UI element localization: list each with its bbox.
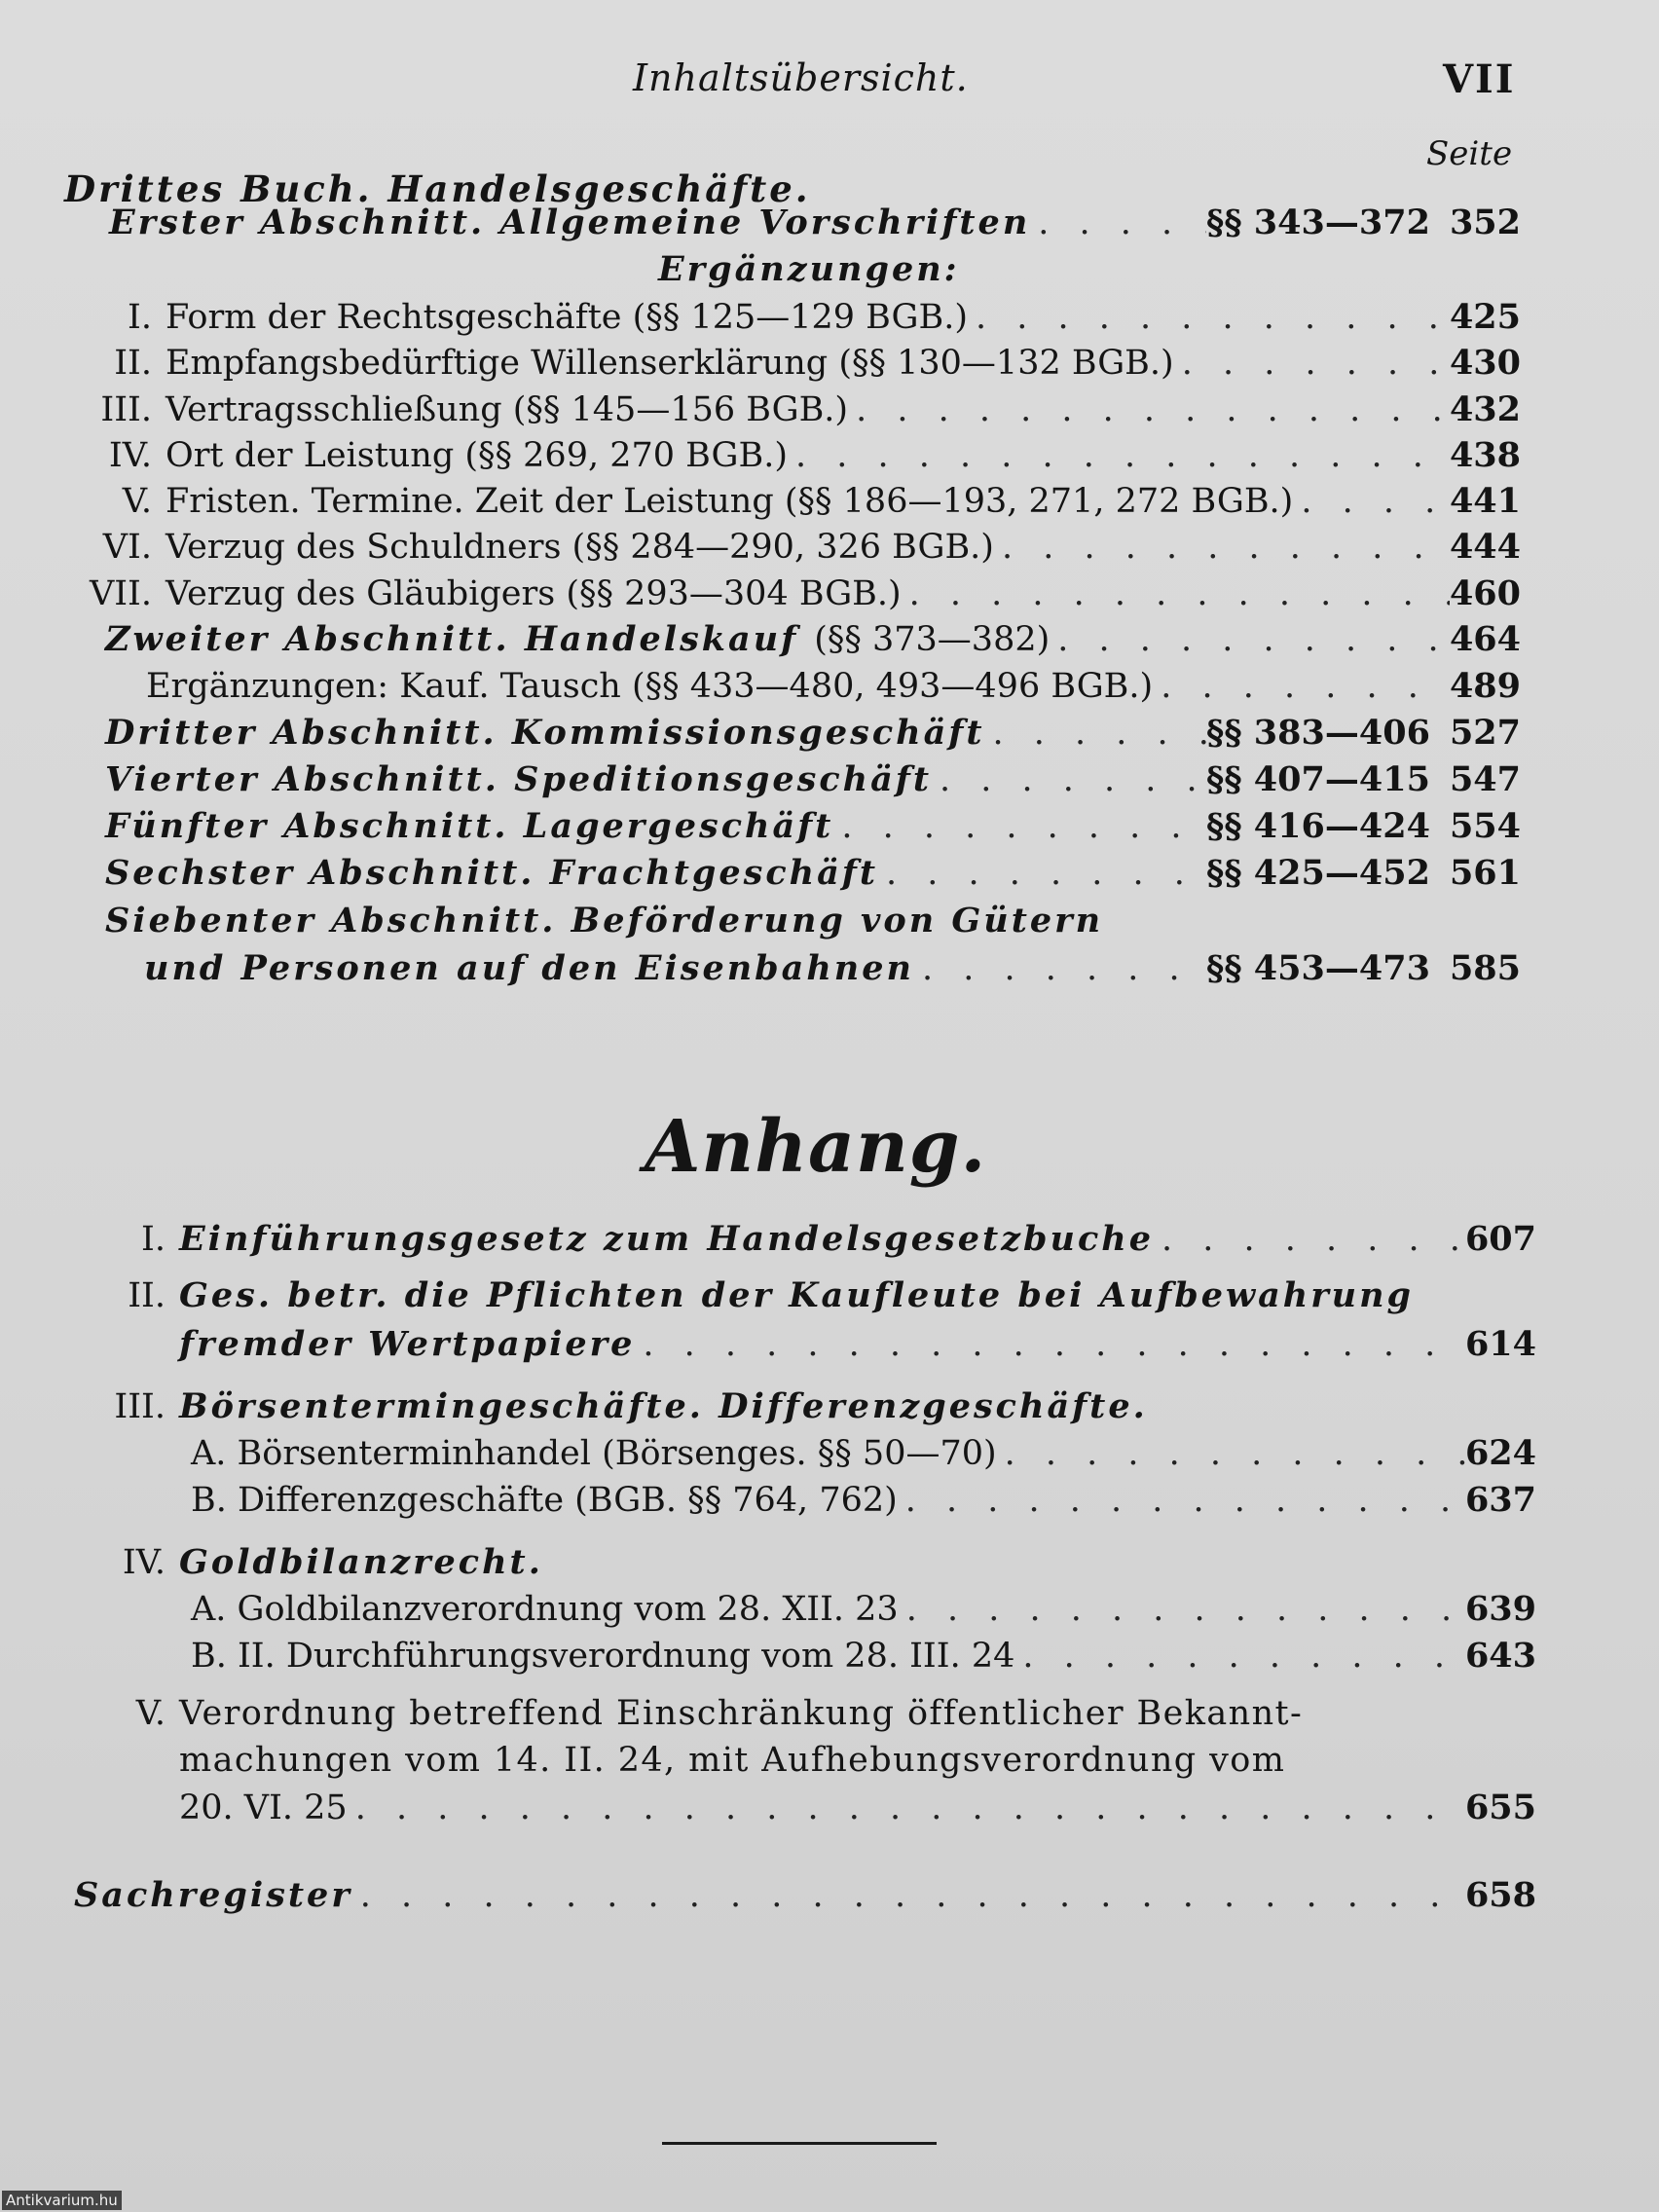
dot-leader [968,298,1450,337]
toc-text: Verordnung betreffend Einschränkung öffentlicher Bekannt- [179,1694,1304,1733]
toc-entry-s6 [105,853,1521,900]
roman-num: III. [114,1387,166,1426]
roman-num: II. [114,344,152,383]
roman-num: I. [141,1220,166,1259]
toc-text: Fristen. Termine. Zeit der Leistung (§§ 186—193, 271, 272 BGB.) [166,482,1294,521]
toc-page: 527 [1449,713,1521,753]
dot-leader [1050,620,1450,659]
dot-leader [1030,203,1206,242]
dot-leader [352,1876,1465,1915]
toc-text: B. II. Durchführungsverordnung vom 28. III. 24 [191,1637,1015,1676]
toc-label: Siebenter Abschnitt. Beförderung von Gütern [105,901,1104,940]
toc-entry-s4 [105,759,1521,806]
toc-page: 489 [1449,666,1521,706]
toc-page: 637 [1464,1480,1536,1520]
toc-text: Einführungsgesetz zum Handelsgesetzbuche [179,1219,1154,1259]
toc-page: 643 [1464,1636,1536,1676]
toc-entry-register [74,1875,1536,1922]
toc-entry-anhang-1 [58,1219,1536,1266]
toc-text: A. Goldbilanzverordnung vom 28. XII. 23 [191,1590,899,1629]
toc-entry-erg-1 [58,297,1521,344]
roman-num: III. [100,390,152,429]
dot-leader [899,1590,1465,1629]
roman-num: II. [128,1276,166,1315]
toc-label: Erster Abschnitt. Allgemeine Vorschriften [109,203,1031,242]
toc-paras: §§ 453—473 [1206,948,1430,988]
anhang-heading: Anhang. [645,1105,987,1189]
toc-entry-anhang-5-line1 [58,1694,1536,1741]
seite-label: Seite [1426,134,1513,173]
dot-leader [997,1434,1465,1473]
toc-page: 624 [1464,1433,1536,1473]
toc-page: 639 [1464,1589,1536,1629]
toc-entry-erg-7 [58,573,1521,620]
toc-label-cont: und Personen auf den Eisenbahnen [144,948,914,988]
toc-text: Börsentermingeschäfte. Differenzgeschäfte. [179,1386,1148,1426]
toc-text: Ges. betr. die Pflichten der Kaufleute bei Aufbewahrung [179,1275,1415,1315]
toc-text-cont: machungen vom 14. II. 24, mit Aufhebungsverordnung vom [179,1741,1286,1780]
toc-entry-s7-line1 [105,901,1521,947]
toc-paras: (§§ 373—382) [814,620,1051,659]
dot-leader [914,949,1206,988]
toc-page: 464 [1449,619,1521,659]
toc-page: 432 [1449,389,1521,429]
page-number: VII [1443,56,1516,102]
roman-num: V. [122,482,152,521]
toc-page: 607 [1464,1219,1536,1259]
dot-leader [1293,482,1450,521]
toc-page: 460 [1449,573,1521,613]
toc-text: Empfangsbedürftige Willenserklärung (§§ 130—132 BGB.) [166,344,1174,383]
toc-paras: §§ 343—372 [1206,203,1430,242]
toc-entry-erg-3 [58,389,1521,436]
toc-text: Ergänzungen: Kauf. Tausch (§§ 433—480, 493—496 BGB.) [146,667,1154,706]
toc-page: 554 [1449,806,1521,846]
toc-page: 585 [1449,948,1521,988]
dot-leader [932,760,1206,799]
toc-text: Form der Rechtsgeschäfte (§§ 125—129 BGB.) [166,298,968,337]
toc-entry-anhang-4a [191,1589,1536,1636]
dot-leader [1014,1637,1465,1676]
toc-page: 561 [1449,853,1521,893]
toc-entry-anhang-5-line3 [179,1788,1536,1834]
closing-rule [662,2142,937,2145]
dot-leader [833,807,1206,846]
dot-leader [985,714,1206,753]
toc-paras: §§ 407—415 [1206,759,1430,799]
dot-leader [1153,667,1450,706]
dot-leader [788,436,1450,475]
toc-entry-anhang-3 [58,1386,1536,1433]
toc-text: Goldbilanzrecht. [179,1542,543,1582]
toc-entry-s2-erg [146,666,1521,713]
watermark: Antikvarium.hu [2,2191,122,2210]
toc-page: 425 [1449,297,1521,337]
toc-entry-anhang-2-line1 [58,1275,1536,1322]
toc-page: 614 [1464,1324,1536,1364]
toc-entry-erg-4 [58,435,1521,482]
toc-text: B. Differenzgeschäfte (BGB. §§ 764, 762) [191,1481,898,1520]
toc-text: Sachregister [74,1875,352,1915]
toc-entry-erg-5 [58,481,1521,528]
toc-entry-s2 [105,619,1521,666]
toc-entry-anhang-5-line2 [179,1741,1536,1788]
running-head [0,56,1659,105]
toc-page: 444 [1449,527,1521,567]
toc-text: Verzug des Schuldners (§§ 284—290, 326 BGB.) [166,528,994,567]
toc-entry-anhang-2-line2 [179,1324,1536,1371]
toc-page: 352 [1449,203,1521,242]
roman-num: IV. [122,1543,166,1582]
erg-title-text: Ergänzungen: [658,249,960,289]
toc-entry-s1 [109,203,1521,249]
toc-label: Zweiter Abschnitt. Handelskauf [105,619,799,659]
dot-leader [902,574,1450,613]
erg-title [658,249,960,296]
toc-entry-erg-2 [58,343,1521,389]
dot-leader [348,1788,1465,1827]
toc-paras: §§ 425—452 [1206,853,1430,893]
toc-page: 430 [1449,343,1521,383]
toc-text: Ort der Leistung (§§ 269, 270 BGB.) [166,436,788,475]
toc-paras: §§ 383—406 [1206,713,1430,753]
toc-label: Vierter Abschnitt. Speditionsgeschäft [105,759,932,799]
toc-text: A. Börsenterminhandel (Börsenges. §§ 50—70) [191,1434,997,1473]
roman-num: IV. [108,436,152,475]
toc-entry-s5 [105,806,1521,853]
dot-leader [1154,1220,1465,1259]
dot-leader [635,1325,1465,1364]
toc-entry-anhang-4 [58,1542,1536,1589]
running-head-title: Inhaltsübersicht. [633,56,969,99]
toc-page: 655 [1464,1788,1536,1827]
toc-entry-erg-6 [58,527,1521,573]
toc-label: Sechster Abschnitt. Frachtgeschäft [105,853,878,893]
toc-entry-s3 [105,713,1521,759]
roman-num: V. [135,1694,166,1733]
toc-page: 438 [1449,435,1521,475]
dot-leader [878,854,1206,893]
toc-page: 547 [1449,759,1521,799]
toc-text: Vertragsschließung (§§ 145—156 BGB.) [166,390,849,429]
roman-num: I. [128,298,152,337]
toc-text-cont: 20. VI. 25 [179,1788,348,1827]
toc-label: Fünfter Abschnitt. Lagergeschäft [105,806,834,846]
dot-leader [994,528,1450,567]
toc-entry-anhang-4b [191,1636,1536,1682]
dot-leader [898,1481,1465,1520]
toc-entry-anhang-3a [191,1433,1536,1480]
toc-page: 658 [1464,1875,1536,1915]
toc-entry-anhang-3b [191,1480,1536,1527]
toc-page: 441 [1449,481,1521,521]
dot-leader [1174,344,1450,383]
roman-num: VI. [102,528,152,567]
toc-paras: §§ 416—424 [1206,806,1430,846]
book-title-text: Drittes Buch. Handelsgeschäfte. [64,167,811,210]
toc-entry-s7-line2 [144,948,1521,995]
roman-num: VII. [89,574,152,613]
toc-text: Verzug des Gläubigers (§§ 293—304 BGB.) [166,574,902,613]
toc-label: Dritter Abschnitt. Kommissionsgeschäft [105,713,985,753]
dot-leader [848,390,1450,429]
toc-text-cont: fremder Wertpapiere [179,1324,636,1364]
